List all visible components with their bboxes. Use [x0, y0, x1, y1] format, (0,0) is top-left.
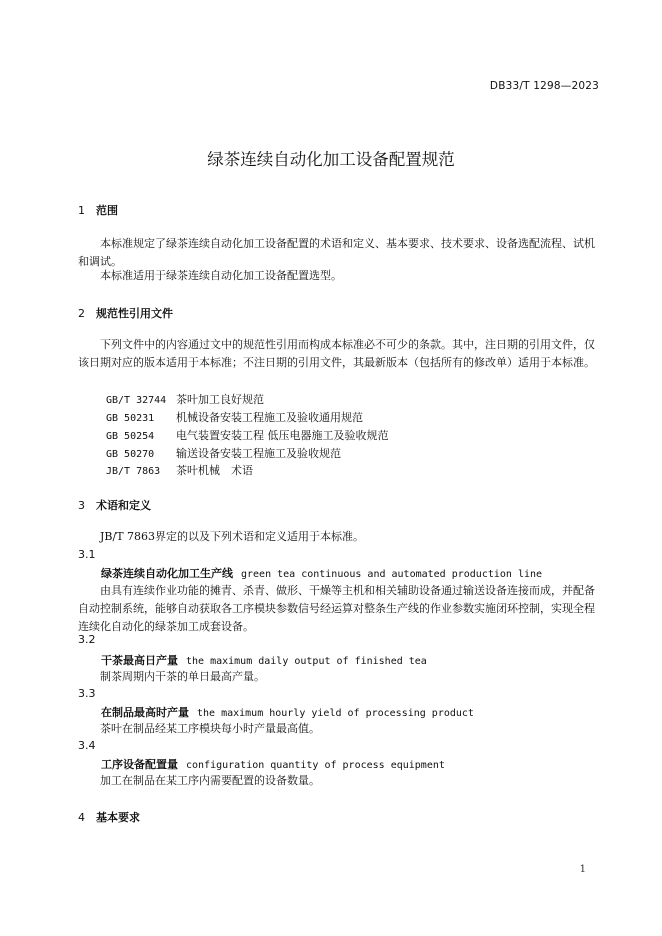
- term-entry: [101, 704, 474, 720]
- section-number: 2: [78, 307, 85, 320]
- term-english: the maximum daily output of finished tea: [186, 656, 427, 667]
- term-chinese: 绿茶连续自动化加工生产线: [101, 567, 233, 580]
- normative-references-paragraph: 下列文件中的内容通过文中的规范性引用而构成本标准必不可少的条款。其中，注日期的引用文件，仅该日期对应的版本适用于本标准；不注日期的引用文件，其最新版本（包括所有的修改单）适用于本标准。: [78, 338, 595, 369]
- term-chinese: 工序设备配置量: [101, 758, 178, 771]
- reference-name: 电气装置安装工程 低压电器施工及验收规范: [176, 429, 389, 442]
- term-number: 3.1: [78, 548, 96, 561]
- reference-code: GB 50270: [106, 449, 155, 460]
- term-definition: 茶叶在制品经某工序模块每小时产量最高值。: [100, 722, 320, 735]
- term-number: 3.3: [78, 687, 96, 700]
- reference-name: 输送设备安装工程施工及验收规范: [176, 447, 341, 460]
- term-english: configuration quantity of process equipment: [186, 760, 445, 771]
- reference-code: GB/T 32744: [106, 395, 167, 406]
- term-entry: [101, 756, 445, 772]
- reference-code: GB 50231: [106, 413, 155, 424]
- section-2-heading: [78, 305, 173, 321]
- reference-name: 茶叶机械 术语: [176, 464, 253, 477]
- section-number: 1: [78, 204, 85, 217]
- section-3-heading: [78, 497, 151, 513]
- section-4-heading: [78, 809, 140, 825]
- term-definition: 制茶周期内干茶的单日最高产量。: [100, 670, 265, 683]
- scope-paragraph-2: 本标准适用于绿茶连续自动化加工设备配置选型。: [100, 269, 342, 282]
- section-number: 3: [78, 499, 85, 512]
- section-title: 范围: [96, 204, 118, 217]
- reference-item: [106, 409, 363, 425]
- term-entry: [101, 652, 427, 668]
- reference-name: 机械设备安装工程施工及验收通用规范: [176, 411, 363, 424]
- section-title: 基本要求: [96, 811, 140, 824]
- section-1-heading: [78, 202, 118, 218]
- scope-paragraph-1: 本标准规定了绿茶连续自动化加工设备配置的术语和定义、基本要求、技术要求、设备选配流程、试机和调试。: [78, 237, 595, 268]
- section-title: 规范性引用文件: [96, 307, 173, 320]
- term-chinese: 在制品最高时产量: [101, 706, 189, 719]
- term-number: 3.2: [78, 633, 96, 646]
- term-definition: 由具有连续作业功能的摊青、杀青、做形、干燥等主机和相关辅助设备通过输送设备连接而成，并配备自动控制系统，能够自动获取各工序模块参数信号经运算对整条生产线的作业参数实施闭环控制，实现全程连续化自动化的绿茶加工成套设备。: [78, 584, 595, 633]
- reference-name: 茶叶加工良好规范: [176, 393, 264, 406]
- standard-code: DB33/T 1298—2023: [489, 80, 599, 92]
- term-definition: 加工在制品在某工序内需要配置的设备数量。: [100, 774, 320, 787]
- term-english: the maximum hourly yield of processing product: [197, 708, 474, 719]
- document-title: 绿茶连续自动化加工设备配置规范: [207, 150, 455, 169]
- reference-code: GB 50254: [106, 431, 155, 442]
- section-title: 术语和定义: [96, 499, 151, 512]
- reference-item: [106, 462, 253, 478]
- reference-item: [106, 427, 389, 443]
- reference-item: [106, 391, 264, 407]
- reference-item: [106, 445, 341, 461]
- terms-intro-paragraph: JB/T 7863界定的以及下列术语和定义适用于本标准。: [100, 530, 365, 543]
- page-number: 1: [579, 864, 586, 875]
- section-number: 4: [78, 811, 85, 824]
- term-number: 3.4: [78, 739, 96, 752]
- term-entry: [101, 565, 542, 581]
- reference-code: JB/T 7863: [106, 466, 161, 477]
- term-english: green tea continuous and automated production line: [241, 569, 543, 580]
- term-chinese: 干茶最高日产量: [101, 654, 178, 667]
